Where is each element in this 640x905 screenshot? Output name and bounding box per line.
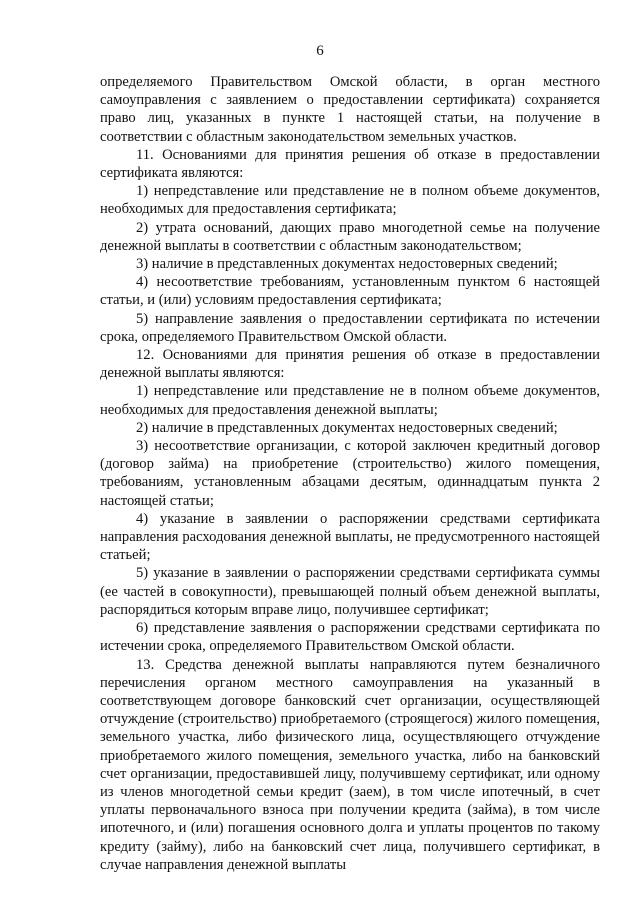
paragraph-item-11-4: 4) несоответствие требованиям, установленным пунктом 6 настоящей статьи, и (или) условиям предоставления сертификата; bbox=[100, 274, 600, 309]
document-body bbox=[100, 73, 600, 874]
paragraph-item-11-1: 1) непредставление или представление не в полном объеме документов, необходимых для предоставления сертификата; bbox=[100, 183, 600, 218]
paragraph-item-11-5: 5) направление заявления о предоставлении сертификата по истечении срока, определяемого Правительством Омской области. bbox=[100, 310, 600, 345]
paragraph-item-11-3: 3) наличие в представленных документах недостоверных сведений; bbox=[136, 256, 558, 273]
paragraph-item-11: 11. Основаниями для принятия решения об отказе в предоставлении сертификата являются: bbox=[100, 146, 600, 182]
paragraph-item-11-2: 2) утрата оснований, дающих право многодетной семье на получение денежной выплаты в соответствии с областным законодательством; bbox=[100, 219, 600, 254]
paragraph-continuation: определяемого Правительством Омской области, в орган местного самоуправления с заявлением о предоставлении сертификата) сохраняется право лиц, указанных в пункте 1 настоящей статьи, на получение в соответствии с областным законодательством земельных участков. bbox=[100, 74, 600, 145]
paragraph-item-12-3: 3) несоответствие организации, с которой заключен кредитный договор (договор займа) на приобретение (строительство) жилого помещения, требованиям, установленным абзацами десятым, одиннадцатым пункта 2 настоящей статьи; bbox=[100, 438, 600, 509]
paragraph-item-12-6: 6) представление заявления о распоряжении средствами сертификата по истечении срока, определяемого Правительством Омской области. bbox=[100, 620, 600, 655]
paragraph-item-12: 12. Основаниями для принятия решения об отказе в предоставлении денежной выплаты являются: bbox=[100, 347, 600, 382]
paragraph-item-12-2: 2) наличие в представленных документах недостоверных сведений; bbox=[136, 419, 558, 436]
page-number: 6 bbox=[316, 43, 324, 59]
paragraph-item-12-1: 1) непредставление или представление не в полном объеме документов, необходимых для предоставления денежной выплаты; bbox=[100, 383, 600, 418]
paragraph-item-12-4: 4) указание в заявлении о распоряжении средствами сертификата направления расходования денежной выплаты, не предусмотренного настоящей статьей; bbox=[100, 510, 600, 564]
paragraph-item-12-5: 5) указание в заявлении о распоряжении средствами сертификата суммы (ее частей в совокупности), превышающей полный объем денежной выплаты, распорядиться которым вправе лицо, получившее сертификат; bbox=[100, 565, 600, 618]
paragraph-item-13: 13. Средства денежной выплаты направляются путем безналичного перечисления органом местного самоуправления на указанный в соответствующем договоре банковский счет организации, осуществляющей отчуждение (строительство) приобретаемого (строящегося) жилого помещения, земельного участка, либо физического лица, осуществляющего отчуждение приобретаемого жилого помещения, земельного участка, либо на банковский счет организации, предоставившей лицу, получившему сертификат, или одному из членов многодетной семьи кредит (заем), в том числе ипотечный, в счет уплаты первоначального взноса при получении кредита (займа), в том числе ипотечного, и (или) погашения основного долга и уплаты процентов по такому кредиту (займу), либо на банковский счет лица, получившего сертификат, в случае направления денежной выплаты bbox=[100, 656, 600, 873]
